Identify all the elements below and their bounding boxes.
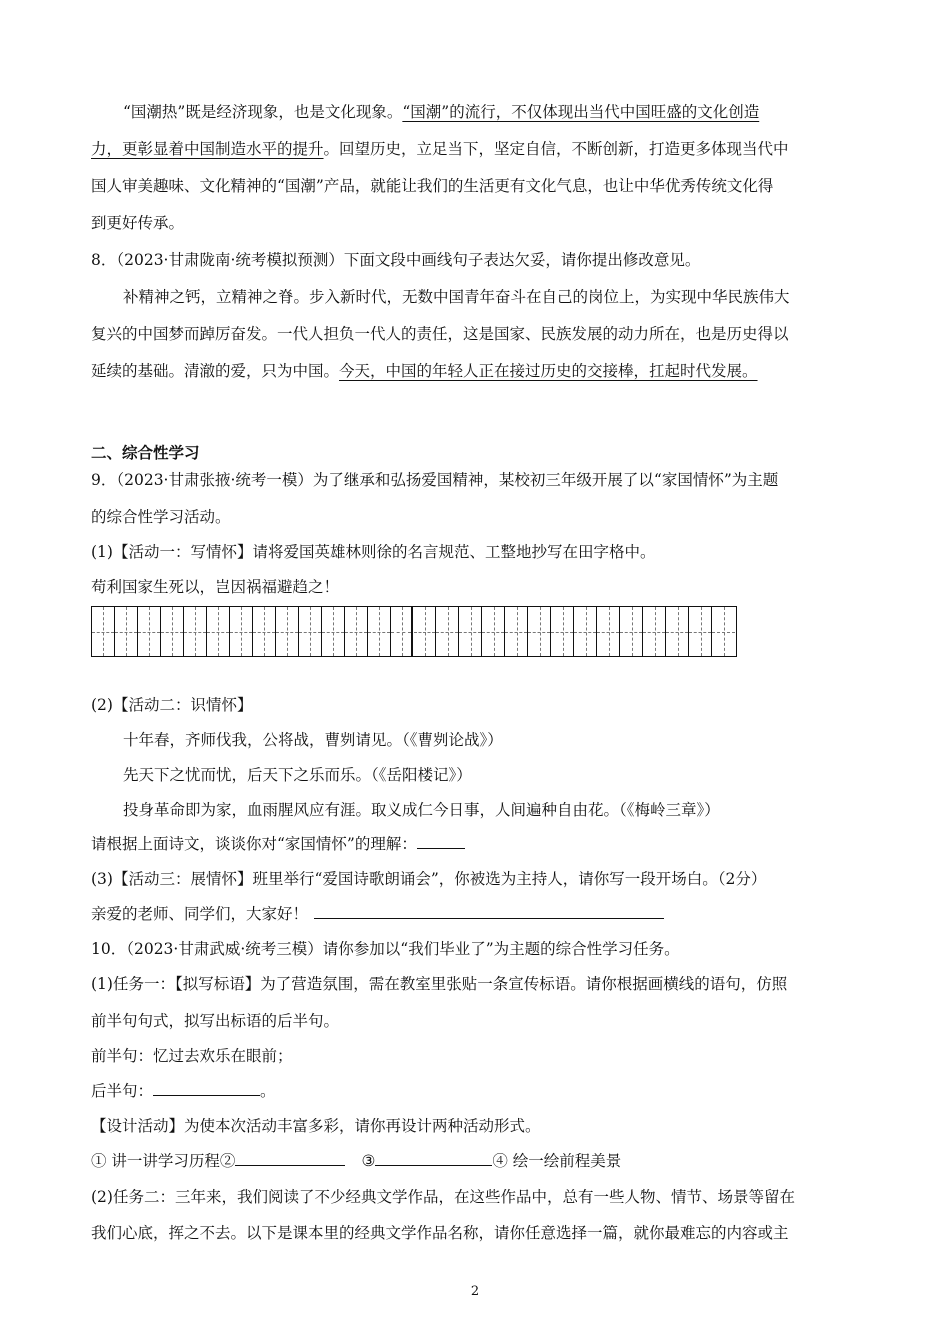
q8-line1: 补精神之钙，立精神之脊。步入新时代，无数中国青年奋斗在自己的岗位上，为实现中华民族伟大 xyxy=(123,288,790,306)
q9-quote: 苟利国家生死以，岂因祸福避趋之！ xyxy=(91,578,340,596)
q10-front-half: 前半句：忆过去欢乐在眼前； xyxy=(91,1047,293,1065)
grid-guide-vertical xyxy=(333,607,334,656)
underlined-sentence-end: 力，更彰显着中国制造水平的提升 xyxy=(91,140,324,158)
grid-guide-vertical xyxy=(494,607,495,656)
grid-cell[interactable] xyxy=(482,607,505,656)
grid-guide-vertical xyxy=(287,607,288,656)
poem-line2: 先天下之忧而忧，后天下之乐而乐。（《岳阳楼记》） xyxy=(123,766,472,784)
grid-cell[interactable] xyxy=(436,607,459,656)
q10-options: ① 讲一讲学习历程② ③ ④ 绘一绘前程美景 xyxy=(91,1152,622,1170)
page-number: 2 xyxy=(470,1284,480,1299)
q10-task1-line2: 前半句句式，拟写出标语的后半句。 xyxy=(91,1012,340,1030)
grid-cell[interactable] xyxy=(92,607,115,656)
grid-guide-vertical xyxy=(126,607,127,656)
tianzige-grid[interactable] xyxy=(91,606,737,657)
grid-guide-vertical xyxy=(517,607,518,656)
answer-blank[interactable] xyxy=(235,1151,345,1166)
poem-line1: 十年春，齐师伐我，公将战，曹刿请见。（《曹刿论战》） xyxy=(123,731,503,749)
underlined-sentence: “国潮”的流行，不仅体现出当代中国旺盛的文化创造 xyxy=(402,103,760,121)
q9-activity1: (1)【活动一：写情怀】请将爱国英雄林则徐的名言规范、工整地抄写在田字格中。 xyxy=(91,543,656,561)
grid-cell[interactable] xyxy=(276,607,299,656)
grid-cell[interactable] xyxy=(597,607,620,656)
grid-cell[interactable] xyxy=(414,607,437,656)
para1-line1: “国潮热”既是经济现象，也是文化现象。“国潮”的流行，不仅体现出当代中国旺盛的文化创造 xyxy=(123,103,760,121)
grid-guide-vertical xyxy=(195,607,196,656)
grid-cell[interactable] xyxy=(528,607,551,656)
grid-guide-vertical xyxy=(632,607,633,656)
q10-task2-line2: 我们心底，挥之不去。以下是课本里的经典文学作品名称，请你任意选择一篇，就你最难忘的内容或主 xyxy=(91,1224,789,1242)
grid-cell[interactable] xyxy=(345,607,368,656)
q10-title: 10．（2023·甘肃武威·统考三模）请你参加以“我们毕业了”为主题的综合性学习任务。 xyxy=(91,940,680,958)
para1-line2: 力，更彰显着中国制造水平的提升。回望历史，立足当下，坚定自信，不断创新，打造更多体现当代中 xyxy=(91,140,789,158)
q8-title: 8．（2023·甘肃陇南·统考模拟预测）下面文段中画线句子表达欠妥，请你提出修改意见。 xyxy=(91,251,701,269)
q10-task1-line1: (1)任务一：【拟写标语】为了营造氛围，需在教室里张贴一条宣传标语。请你根据画横线的语句，仿照 xyxy=(91,975,788,993)
grid-cell[interactable] xyxy=(643,607,666,656)
grid-cell[interactable] xyxy=(253,607,276,656)
grid-cell[interactable] xyxy=(368,607,391,656)
grid-cell[interactable] xyxy=(689,607,712,656)
q10-back-half: 后半句： 。 xyxy=(91,1082,276,1100)
grid-guide-vertical xyxy=(448,607,449,656)
para1-line3: 国人审美趣味、文化精神的“国潮”产品，就能让我们的生活更有文化气息，也让中华优秀传统文化得 xyxy=(91,177,774,195)
grid-cell[interactable] xyxy=(574,607,597,656)
grid-cell[interactable] xyxy=(551,607,574,656)
grid-cell[interactable] xyxy=(138,607,161,656)
grid-guide-vertical xyxy=(218,607,219,656)
q9-activity3: (3)【活动三：展情怀】班里举行“爱国诗歌朗诵会”，你被选为主持人，请你写一段开场白。（2分） xyxy=(91,870,767,888)
grid-guide-vertical xyxy=(356,607,357,656)
q10-task2-line1: (2)任务二：三年来，我们阅读了不少经典文学作品，在这些作品中，总有一些人物、情节、场景等留在 xyxy=(91,1188,795,1206)
grid-cell[interactable] xyxy=(184,607,207,656)
grid-cell[interactable] xyxy=(666,607,689,656)
grid-guide-vertical xyxy=(379,607,380,656)
q8-line2: 复兴的中国梦而踔厉奋发。一代人担负一代人的责任，这是国家、民族发展的动力所在，也是历史得以 xyxy=(91,325,789,343)
grid-guide-vertical xyxy=(310,607,311,656)
q9-activity3-opening: 亲爱的老师、同学们，大家好！ xyxy=(91,903,664,925)
grid-cell[interactable] xyxy=(207,607,230,656)
grid-cell[interactable] xyxy=(230,607,253,656)
q9-title-line2: 的综合性学习活动。 xyxy=(91,508,231,526)
section-heading: 二、综合性学习 xyxy=(91,444,200,462)
grid-cell[interactable] xyxy=(620,607,643,656)
grid-guide-horizontal xyxy=(391,632,412,633)
answer-blank[interactable] xyxy=(417,834,465,849)
para1-line4: 到更好传承。 xyxy=(91,214,185,232)
answer-blank[interactable] xyxy=(314,904,664,919)
q9-activity2: (2)【活动二：识情怀】 xyxy=(91,696,253,714)
underlined-sentence: 今天，中国的年轻人正在接过历史的交接棒，扛起时代发展。 xyxy=(339,362,758,380)
grid-guide-vertical xyxy=(678,607,679,656)
grid-cell[interactable] xyxy=(322,607,345,656)
grid-guide-vertical xyxy=(149,607,150,656)
q10-design: 【设计活动】为使本次活动丰富多彩，请你再设计两种活动形式。 xyxy=(91,1117,541,1135)
answer-blank[interactable] xyxy=(153,1081,260,1096)
grid-cell[interactable] xyxy=(459,607,482,656)
q9-title-line1: 9．（2023·甘肃张掖·统考一模）为了继承和弘扬爱国精神，某校初三年级开展了以“家国情怀”为主题 xyxy=(91,471,779,489)
grid-cell[interactable] xyxy=(161,607,184,656)
grid-guide-vertical xyxy=(655,607,656,656)
grid-guide-vertical xyxy=(402,607,403,656)
grid-guide-vertical xyxy=(563,607,564,656)
grid-guide-vertical xyxy=(586,607,587,656)
grid-guide-vertical xyxy=(103,607,104,656)
q8-line3: 延续的基础。清澈的爱，只为中国。今天，中国的年轻人正在接过历史的交接棒，扛起时代发展。 xyxy=(91,362,758,380)
grid-guide-vertical xyxy=(701,607,702,656)
grid-cell[interactable] xyxy=(299,607,322,656)
grid-guide-vertical xyxy=(724,607,725,656)
grid-guide-vertical xyxy=(471,607,472,656)
grid-cell[interactable] xyxy=(391,607,414,656)
grid-cell[interactable] xyxy=(712,607,735,656)
grid-guide-vertical xyxy=(264,607,265,656)
grid-guide-vertical xyxy=(241,607,242,656)
grid-cell[interactable] xyxy=(505,607,528,656)
q9-activity2-prompt: 请根据上面诗文，谈谈你对“家国情怀”的理解： xyxy=(91,833,465,855)
grid-guide-vertical xyxy=(172,607,173,656)
grid-guide-vertical xyxy=(540,607,541,656)
grid-guide-vertical xyxy=(609,607,610,656)
grid-cell[interactable] xyxy=(115,607,138,656)
answer-blank[interactable] xyxy=(375,1151,492,1166)
poem-line3: 投身革命即为家，血雨腥风应有涯。取义成仁今日事，人间遍种自由花。（《梅岭三章》） xyxy=(123,801,720,819)
grid-guide-vertical xyxy=(425,607,426,656)
